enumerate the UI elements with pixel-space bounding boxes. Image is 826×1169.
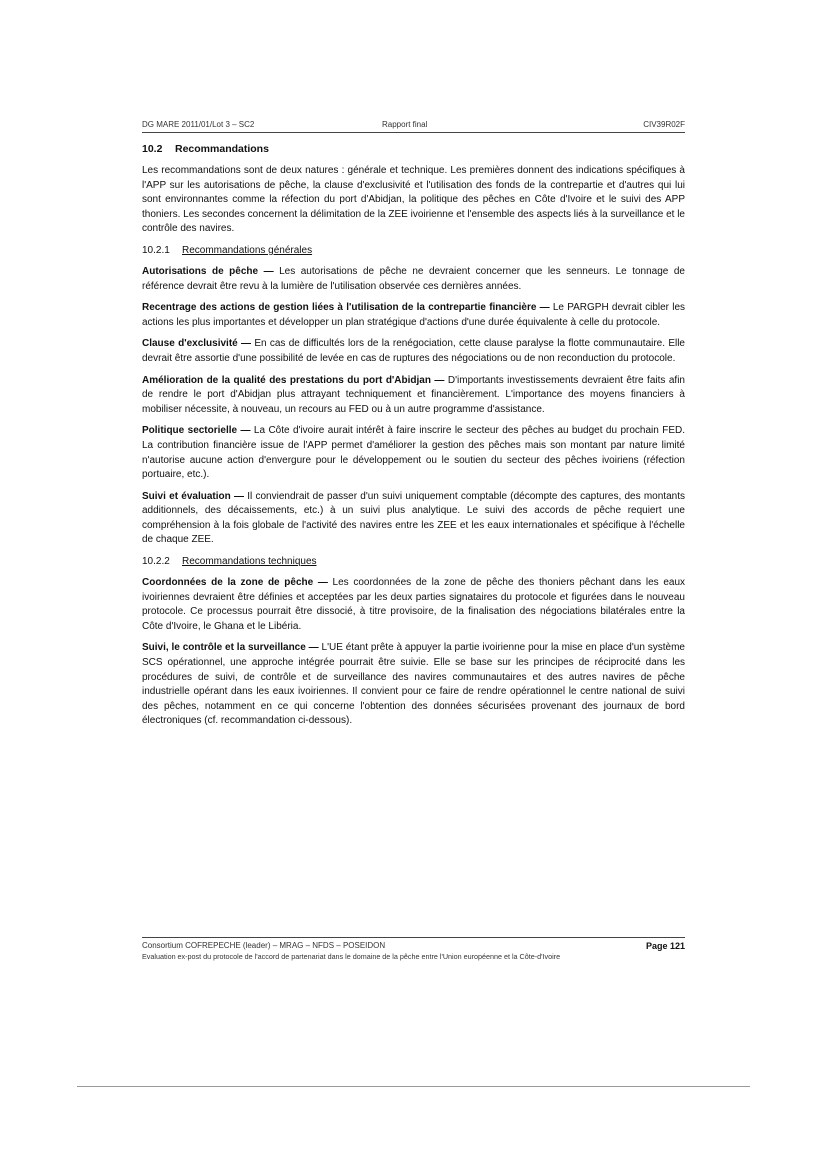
running-footer <box>142 937 685 962</box>
recommendation-text: La Côte d'ivoire aurait intérêt à faire inscrire le secteur des pêches au budget du prochain FED. La contribution financière issue de l'APP permet d'améliorer la gestion des pêches mais son montant par nature limité n'autorise aucune action d'envergure pour le développement ou le soutien du secteur des pêches ivoiriens (réfection portuaire, etc.). <box>142 425 685 481</box>
section-title: Recommandations <box>175 143 269 155</box>
section-intro: Les recommandations sont de deux natures : générale et technique. Les premières donnent des indications spécifiques à l'APP sur les autorisations de pêche, la clause d'exclusivité et l'utilisation des fonds de la contrepartie et d'autres qui lui sont environnantes comme la réfection du port d'Abidjan, la politique des pêches en Côte d'Ivoire et le suivi des APP thoniers. Les secondes concernent la délimitation de la ZEE ivoirienne et l'ensemble des aspects liés à la surveillance et le contrôle des navires. <box>142 165 685 235</box>
subsection-title: Recommandations générales <box>182 244 313 256</box>
recommendation-paragraph <box>142 424 685 482</box>
recommendation-lead: Autorisations de pêche — <box>142 265 274 277</box>
recommendation-text: En cas de difficultés lors de la renégociation, cette clause paralyse la flotte communautaire. Elle devrait être assortie d'une possibilité de levée en cas de ruptures des négociations ou de non reconduction du protocole. <box>142 338 685 364</box>
header-report-type: Rapport final <box>382 120 428 129</box>
section-heading <box>142 142 685 156</box>
recommendation-text: Les autorisations de pêche ne devraient concerner que les senneurs. Le tonnage de référence devrait être revu à la lumière de l'utilisation observée ces dernières années. <box>142 265 685 292</box>
recommendation-paragraph <box>142 490 685 548</box>
recommendation-lead: Recentrage des actions de gestion liées à l'utilisation de la contrepartie financière — <box>142 302 550 314</box>
recommendation-paragraph <box>142 374 685 418</box>
running-header <box>142 118 685 133</box>
page-number: Page 121 <box>645 941 685 951</box>
recommendation-lead: Amélioration de la qualité des prestations du port d'Abidjan — <box>142 374 445 386</box>
footer-subtitle: Evaluation ex-post du protocole de l'accord de partenariat dans le domaine de la pêche entre l'Union européenne et la Côte-d'Ivoire <box>142 952 561 961</box>
subsection-number: 10.2.2 <box>142 556 170 568</box>
recommendation-lead: Coordonnées de la zone de pêche — <box>142 577 328 589</box>
page-body <box>142 142 685 736</box>
header-code: CIV39R02F <box>643 120 685 129</box>
recommendation-text: Les coordonnées de la zone de pêche des thoniers pêchant dans les eaux ivoiriennes devraient être définies et acceptées par les deux parties signataires du protocole et figurées dans le nouveau protocole. Ce processus pourrait être dissocié, à titre provisoire, de la finalisation des négociations bilatérales entre la Côte d'Ivoire, le Ghana et le Libéria. <box>142 577 685 632</box>
recommendation-paragraph <box>142 265 685 294</box>
subsection-heading-general <box>142 244 685 258</box>
header-reference: DG MARE 2011/01/Lot 3 – SC2 <box>142 120 255 129</box>
recommendation-text: L'UE étant prête à appuyer la partie ivoirienne pour la mise en place d'un système SCS opérationnel, une approche intégrée pourrait être suivie. Elle se base sur les principes de réciprocité dans les procédures de suivi, de contrôle et de surveillance des navires communautaires et des autres navires de pêche industrielle opérant dans les eaux ivoiriennes. Il convient pour ce faire de rendre opérationnel le centre national de suivi des pêches, notamment en ce qui concerne l'obtention des données sécurisées provenant des journaux de bord électroniques (cf. recommandation ci-dessous). <box>142 642 685 727</box>
subsection-heading-technical <box>142 555 685 569</box>
recommendation-paragraph <box>142 576 685 634</box>
recommendation-lead: Politique sectorielle — <box>142 425 251 437</box>
recommendation-paragraph <box>142 337 685 366</box>
footer-consortium: Consortium COFREPECHE (leader) – MRAG – NFDS – POSEIDON <box>142 941 386 950</box>
recommendation-paragraph <box>142 641 685 729</box>
page-bottom-divider <box>77 1086 750 1087</box>
subsection-title: Recommandations techniques <box>182 556 317 568</box>
recommendation-lead: Suivi et évaluation — <box>142 490 244 502</box>
section-number: 10.2 <box>142 143 163 155</box>
recommendation-lead: Suivi, le contrôle et la surveillance — <box>142 642 319 654</box>
footer-top-line <box>142 941 685 952</box>
recommendation-lead: Clause d'exclusivité — <box>142 338 252 350</box>
recommendation-text: D'importants investissements devraient être faits afin de rendre le port d'Abidjan plus attrayant techniquement et financièrement. L'importance des moyens financiers à mobiliser nécessite, à nouveau, un recours au FED ou à un autre programme d'assistance. <box>142 374 685 415</box>
recommendation-text: Le PARGPH devrait cibler les actions les plus importantes et développer un plan stratégique d'actions d'une durée équivalente à celle du protocole. <box>142 302 686 328</box>
recommendation-text: Il conviendrait de passer d'un suivi uniquement comptable (décompte des captures, des montants additionnels, des décaissements, etc.) à un suivi plus analytique. Le suivi des accords de pêche requiert une compréhension à la fois globale de l'activité des navires entre les ZEE et les eaux internationales et spécifique à l'échelle de chaque ZEE. <box>142 490 685 546</box>
recommendation-paragraph <box>142 301 685 330</box>
subsection-number: 10.2.1 <box>142 244 170 256</box>
